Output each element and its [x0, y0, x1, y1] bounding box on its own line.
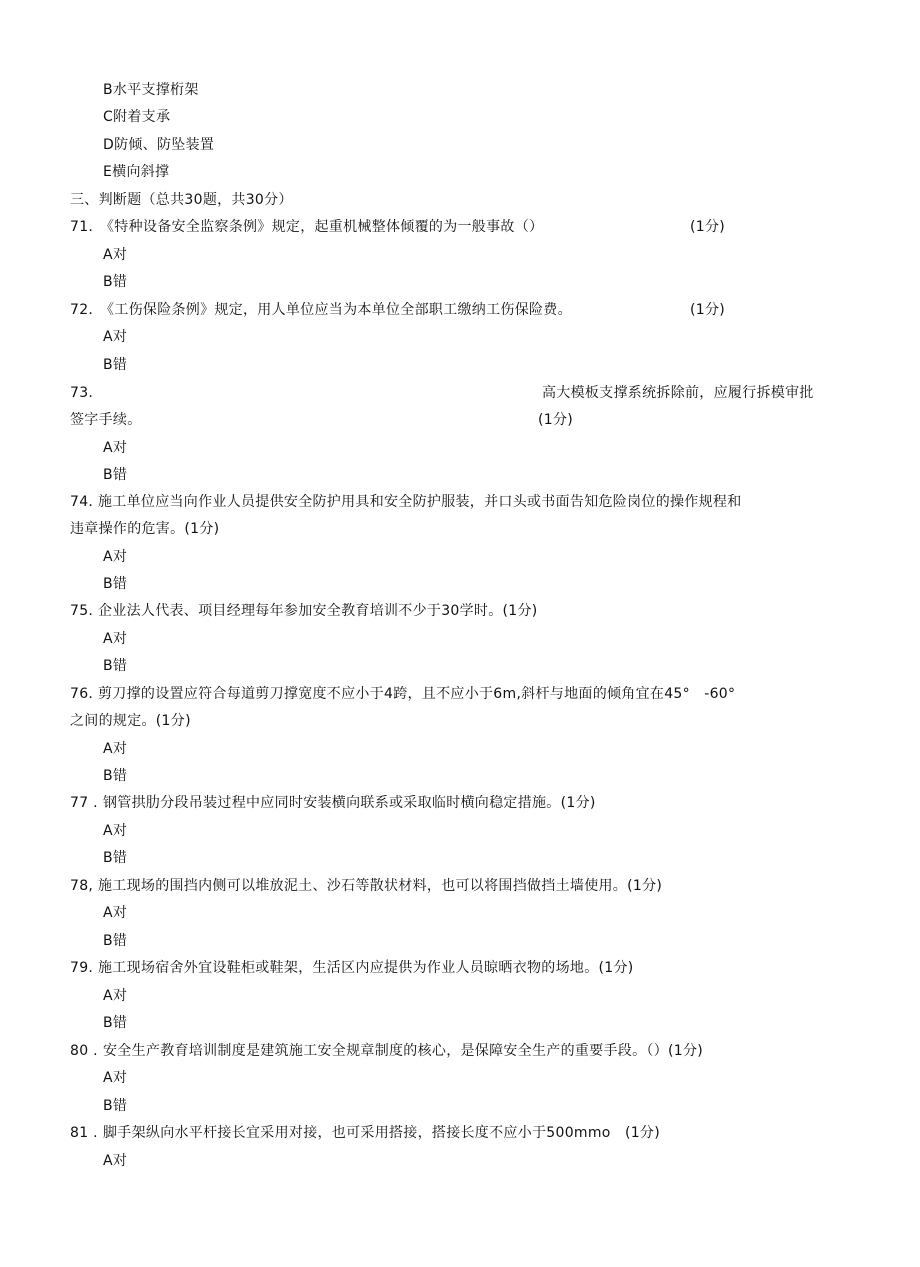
- option-false: B错: [103, 576, 128, 592]
- question-number: 81 .: [70, 1125, 98, 1141]
- option-true: A对: [103, 329, 128, 345]
- question-text: 安全生产教育培训制度是建筑施工安全规章制度的核心，是保障安全生产的重要手段。（）(1分): [103, 1043, 704, 1059]
- question-number: 72.: [70, 302, 94, 318]
- question-text: 施工单位应当向作业人员提供安全防护用具和安全防护服装，并口头或书面告知危险岗位的操作规程和: [98, 494, 742, 510]
- option-true: A对: [103, 905, 128, 921]
- option-false: B错: [103, 850, 128, 866]
- option-true: A对: [103, 440, 128, 456]
- option-true: A对: [103, 631, 128, 647]
- option-false: B错: [103, 357, 128, 373]
- question-text: 脚手架纵向水平杆接长宜采用对接，也可采用搭接，搭接长度不应小于500mmo (1分): [103, 1125, 660, 1141]
- question-number: 76.: [70, 686, 94, 702]
- option-true: A对: [103, 247, 128, 263]
- question-text: 施工现场的围挡内侧可以堆放泥土、沙石等散状材料，也可以将围挡做挡土墙使用。(1分): [98, 878, 663, 894]
- question-score: (1分): [690, 219, 726, 235]
- question-score: (1分): [538, 412, 574, 428]
- question-text: 钢管拱肋分段吊装过程中应同时安装横向联系或采取临时横向稳定措施。(1分): [103, 795, 596, 811]
- prev-option-e: E横向斜撑: [103, 164, 170, 180]
- prev-option-b: B水平支撑桁架: [103, 82, 199, 98]
- question-text-continued: 签字手续。: [70, 412, 142, 428]
- option-false: B错: [103, 768, 128, 784]
- question-text-continued: 违章操作的危害。(1分): [70, 521, 220, 537]
- prev-option-d: D防倾、防坠装置: [103, 137, 215, 153]
- question-text: 施工现场宿舍外宜设鞋柜或鞋架，生活区内应提供为作业人员晾晒衣物的场地。(1分): [98, 960, 634, 976]
- option-false: B错: [103, 274, 128, 290]
- option-false: B错: [103, 467, 128, 483]
- question-number: 75.: [70, 603, 94, 619]
- option-true: A对: [103, 823, 128, 839]
- question-number: 78,: [70, 878, 94, 894]
- option-false: B错: [103, 1098, 128, 1114]
- option-false: B错: [103, 933, 128, 949]
- option-true: A对: [103, 1070, 128, 1086]
- option-false: B错: [103, 1015, 128, 1031]
- question-number: 74.: [70, 494, 94, 510]
- question-number: 73.: [70, 385, 94, 401]
- question-text-continued: 之间的规定。(1分): [70, 713, 191, 729]
- question-text: 《工伤保险条例》规定，用人单位应当为本单位全部职工缴纳工伤保险费。: [100, 302, 572, 318]
- question-text: 高大模板支撑系统拆除前，应履行拆模审批: [542, 385, 814, 401]
- question-number: 71.: [70, 219, 94, 235]
- section-title: 三、判断题（总共30题，共30分）: [70, 192, 293, 208]
- question-score: (1分): [690, 302, 726, 318]
- option-true: A对: [103, 741, 128, 757]
- option-false: B错: [103, 658, 128, 674]
- option-true: A对: [103, 549, 128, 565]
- question-number: 80 .: [70, 1043, 98, 1059]
- question-text: 《特种设备安全监察条例》规定，起重机械整体倾覆的为一般事故（）: [100, 219, 544, 235]
- option-true: A对: [103, 1153, 128, 1169]
- option-true: A对: [103, 988, 128, 1004]
- question-number: 77 .: [70, 795, 98, 811]
- question-text: 剪刀撑的设置应符合每道剪刀撑宽度不应小于4跨，且不应小于6m,斜杆与地面的倾角宜在45° -60°: [98, 686, 736, 702]
- question-text: 企业法人代表、项目经理每年参加安全教育培训不少于30学时。(1分): [98, 603, 538, 619]
- prev-option-c: C附着支承: [103, 109, 171, 125]
- question-number: 79.: [70, 960, 94, 976]
